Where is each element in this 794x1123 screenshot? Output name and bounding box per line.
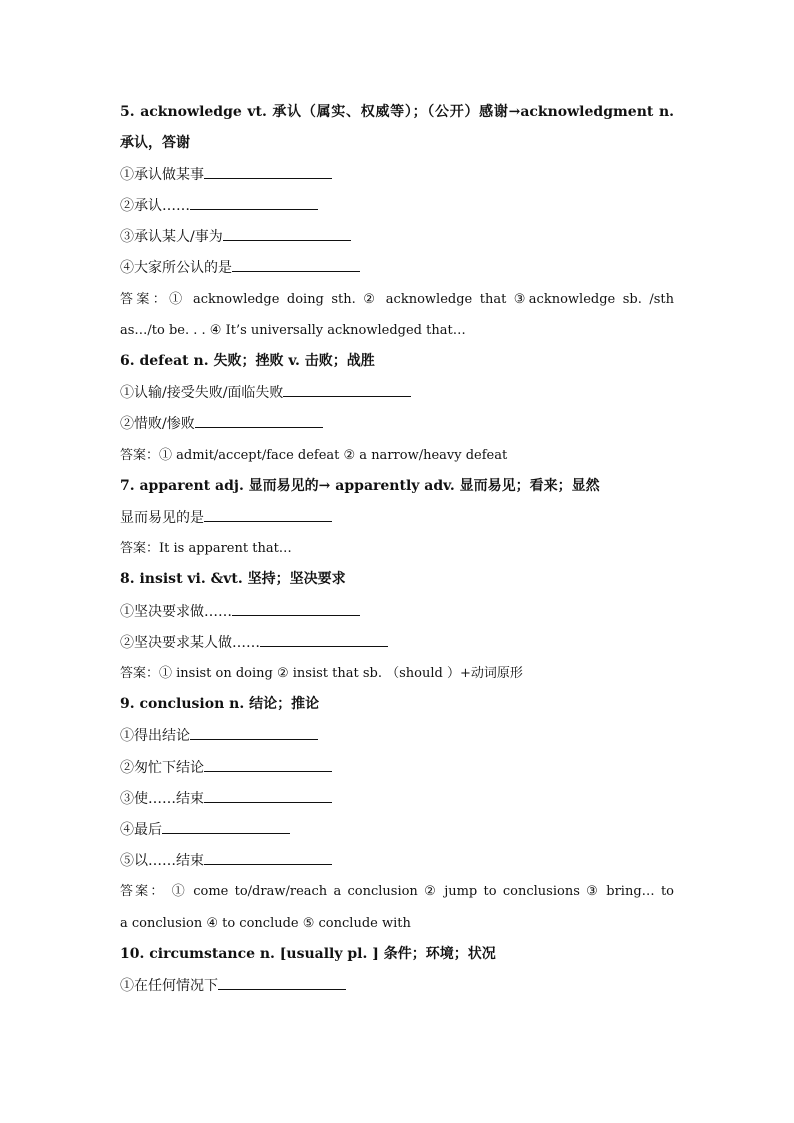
item-text: ②坚决要求某人做…… xyxy=(120,635,260,651)
item-text: ③承认某人/事为 xyxy=(120,229,223,245)
answer-blank[interactable] xyxy=(218,975,346,990)
entry-heading: 10. circumstance n. [usually pl. ] 条件；环境；状况 xyxy=(120,946,496,962)
answer-blank[interactable] xyxy=(204,164,332,179)
exercise-item xyxy=(120,850,674,871)
exercise-item xyxy=(120,975,674,996)
answer-blank[interactable] xyxy=(283,382,411,397)
answer-line: 答案：It is apparent that… xyxy=(120,541,292,556)
entry-heading: 5. acknowledge vt. 承认（属实、权威等）；（公开）感谢→acknowledgment n. xyxy=(120,104,674,120)
answer-blank[interactable] xyxy=(232,257,360,272)
exercise-item xyxy=(120,226,674,247)
answer-blank[interactable] xyxy=(195,413,323,428)
answer-blank[interactable] xyxy=(190,725,318,740)
item-text: ③使……结束 xyxy=(120,791,204,807)
answer-line: 答案： ① come to/draw/reach a conclusion ② jump to conclusions ③ bring… to xyxy=(120,884,674,899)
item-text: 显而易见的是 xyxy=(120,510,204,526)
item-text: ④最后 xyxy=(120,822,162,838)
item-text: ②匆忙下结论 xyxy=(120,760,204,776)
item-text: ⑤以……结束 xyxy=(120,853,204,869)
answer-blank[interactable] xyxy=(204,507,332,522)
exercise-item xyxy=(120,601,674,622)
entry-heading: 8. insist vi. &vt. 坚持；坚决要求 xyxy=(120,571,346,587)
answer-blank[interactable] xyxy=(260,632,388,647)
item-text: ①得出结论 xyxy=(120,728,190,744)
item-text: ①在任何情况下 xyxy=(120,978,218,994)
answer-line-continuation: a conclusion ④ to conclude ⑤ conclude with xyxy=(120,916,411,931)
answer-line: 答案：① insist on doing ② insist that sb. （should ）+动词原形 xyxy=(120,666,523,681)
entry-heading-continuation: 承认，答谢 xyxy=(120,135,190,151)
item-text: ①认输/接受失败/面临失败 xyxy=(120,385,284,401)
exercise-item xyxy=(120,257,674,278)
answer-line: 答案：① acknowledge doing sth. ② acknowledge that ③acknowledge sb. /sth xyxy=(120,292,674,307)
answer-blank[interactable] xyxy=(190,195,318,210)
exercise-item xyxy=(120,382,674,403)
answer-blank[interactable] xyxy=(223,226,351,241)
exercise-item xyxy=(120,413,674,434)
answer-blank[interactable] xyxy=(162,819,290,834)
answer-blank[interactable] xyxy=(232,601,360,616)
item-text: ②承认…… xyxy=(120,198,190,214)
item-text: ①坚决要求做…… xyxy=(120,604,232,620)
item-text: ①承认做某事 xyxy=(120,167,204,183)
exercise-item xyxy=(120,507,674,528)
exercise-item xyxy=(120,725,674,746)
answer-blank[interactable] xyxy=(204,850,332,865)
exercise-item xyxy=(120,819,674,840)
entry-heading: 9. conclusion n. 结论；推论 xyxy=(120,696,320,712)
item-text: ②惜败/惨败 xyxy=(120,416,195,432)
answer-blank[interactable] xyxy=(204,757,332,772)
exercise-item xyxy=(120,632,674,653)
answer-blank[interactable] xyxy=(204,788,332,803)
item-text: ④大家所公认的是 xyxy=(120,260,232,276)
entry-heading: 7. apparent adj. 显而易见的→ apparently adv. 显而易见；看来；显然 xyxy=(120,478,600,494)
exercise-item xyxy=(120,164,674,185)
answer-line-continuation: as…/to be. . . ④ It’s universally acknowledged that… xyxy=(120,323,466,338)
exercise-item xyxy=(120,788,674,809)
exercise-item xyxy=(120,195,674,216)
answer-line: 答案：① admit/accept/face defeat ② a narrow/heavy defeat xyxy=(120,448,508,463)
exercise-item xyxy=(120,757,674,778)
entry-heading: 6. defeat n. 失败；挫败 v. 击败；战胜 xyxy=(120,353,375,369)
